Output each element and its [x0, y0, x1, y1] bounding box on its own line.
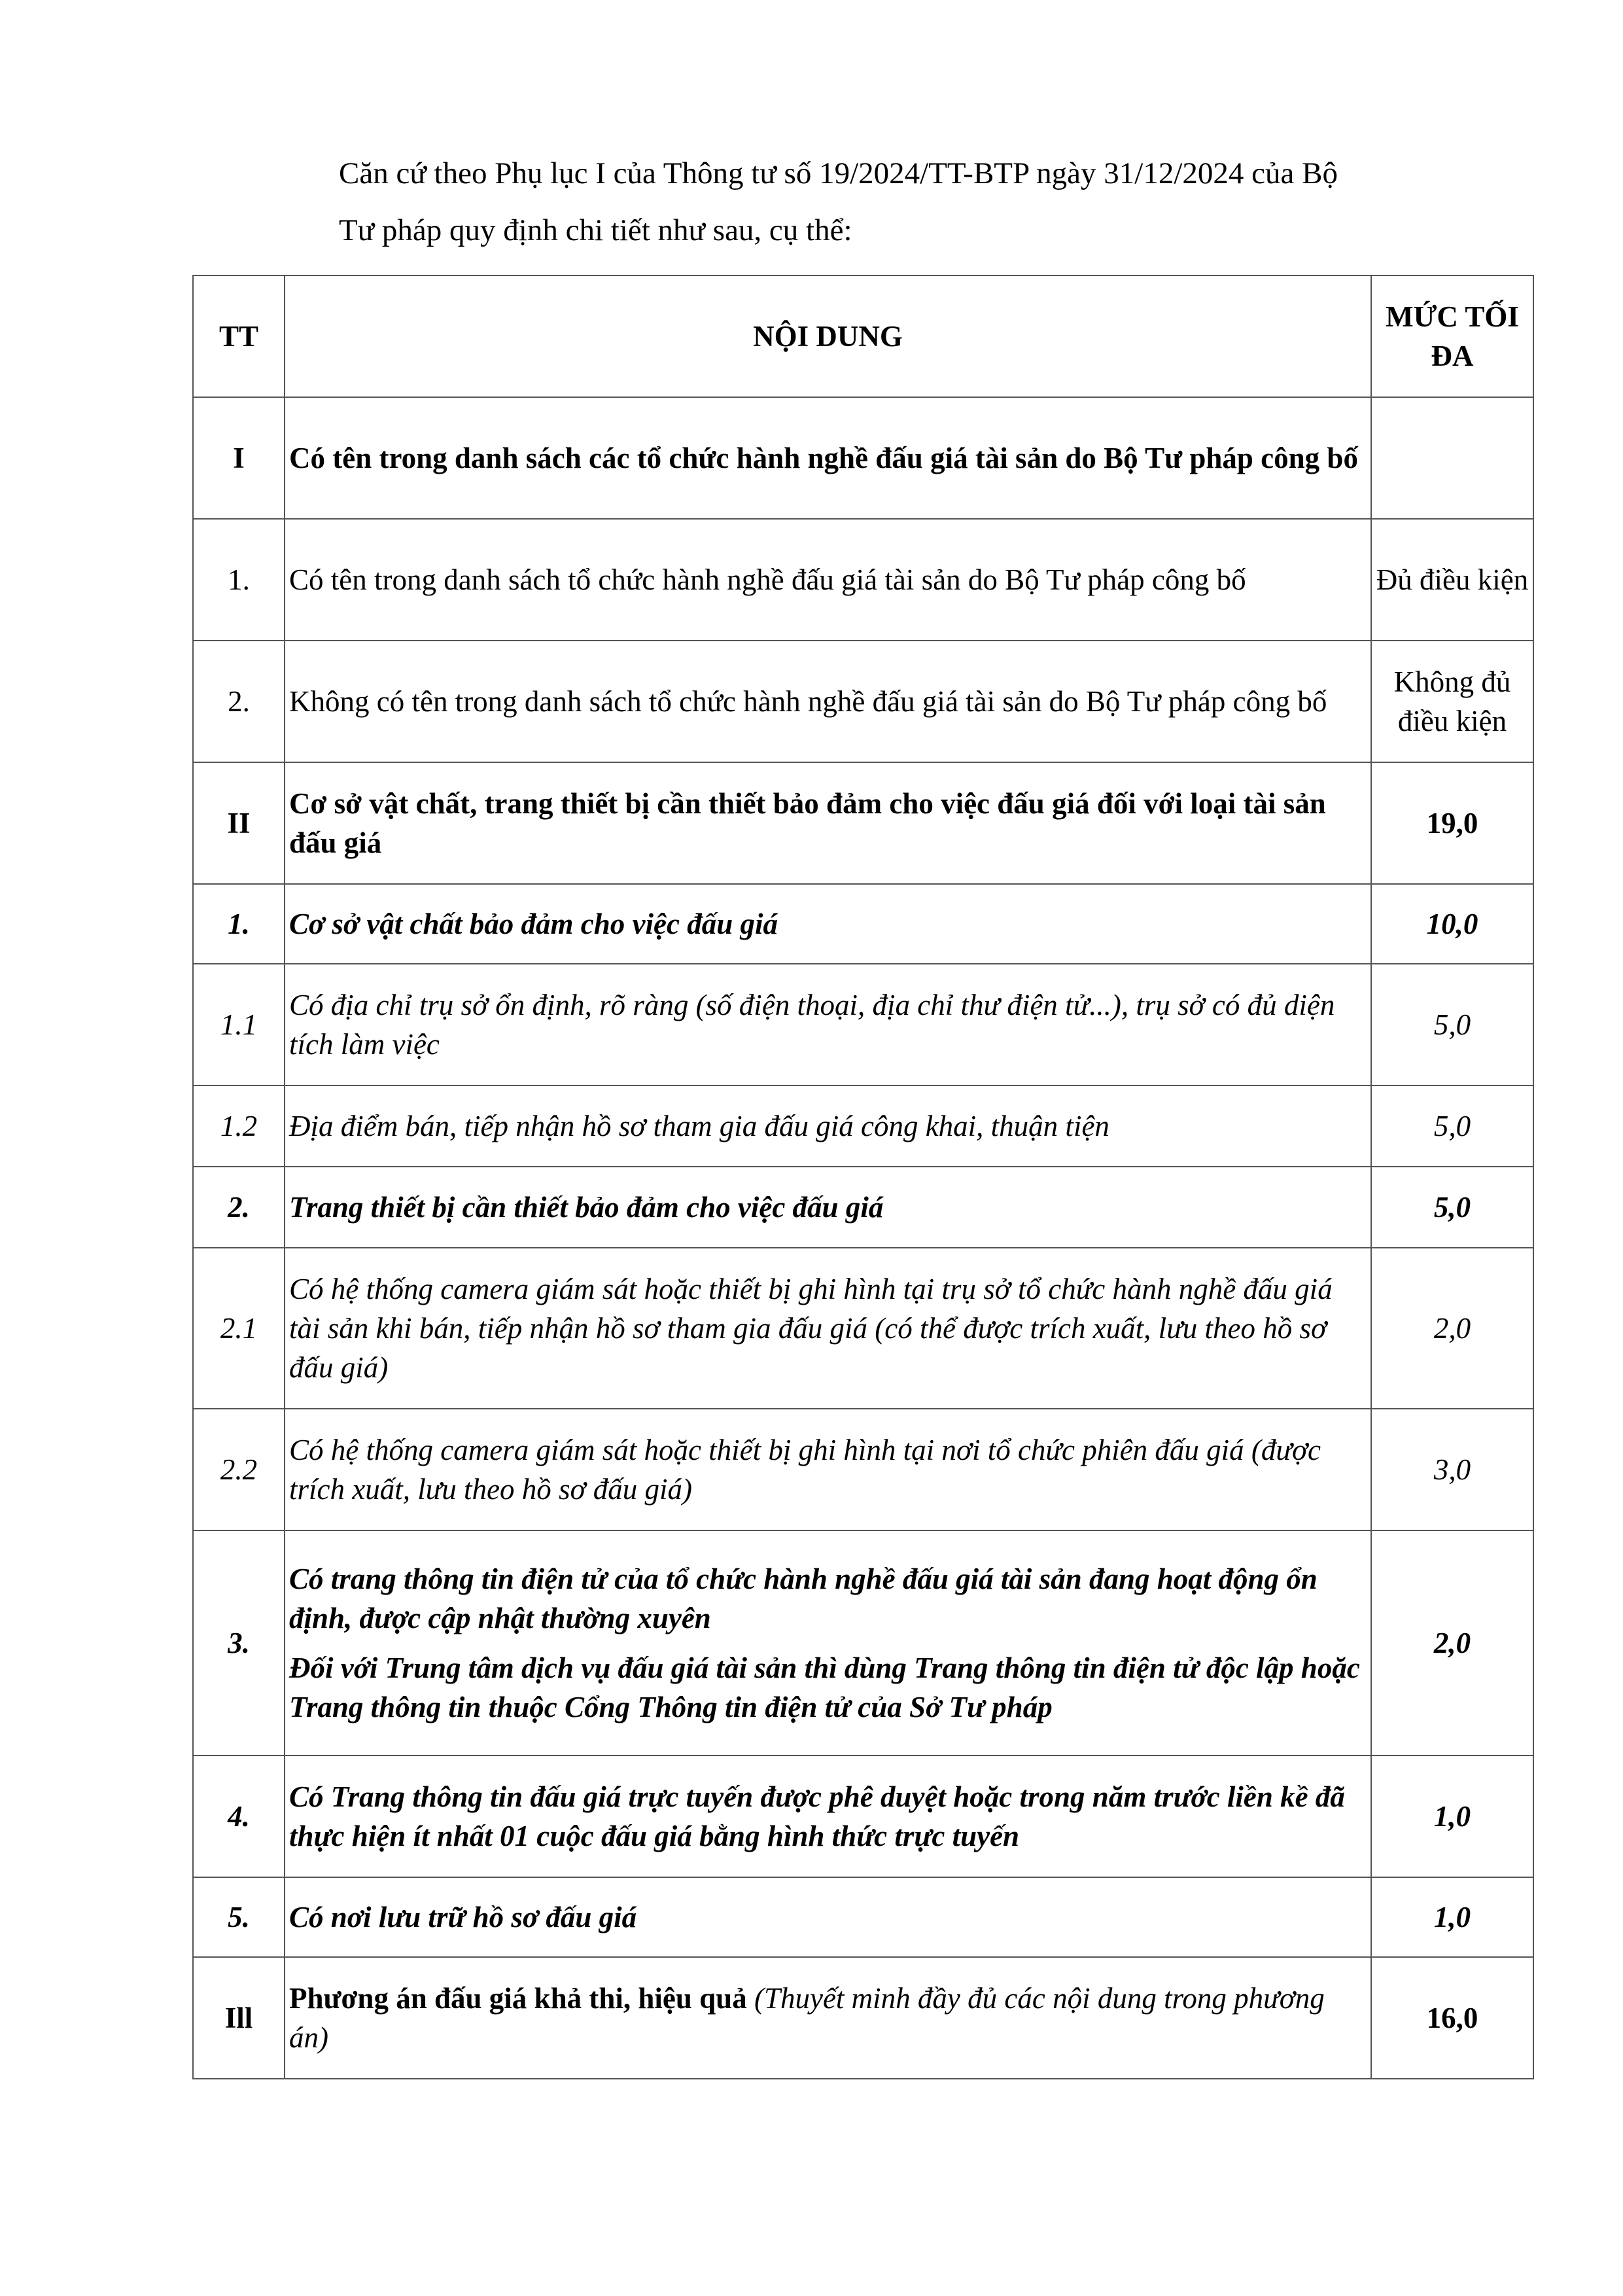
row-max: 5,0: [1371, 1167, 1533, 1248]
table-row: [193, 1877, 1533, 1957]
table-row: [193, 397, 1533, 519]
row-tt: Ill: [193, 1957, 285, 2079]
row-max: 3,0: [1371, 1409, 1533, 1530]
header-tt: TT: [193, 275, 285, 397]
row-max: 10,0: [1371, 884, 1533, 964]
table-row: [193, 519, 1533, 641]
table-row: [193, 1957, 1533, 2079]
row-content: Phương án đấu giá khả thi, hiệu quả: [289, 1982, 747, 2015]
table-row: [193, 1409, 1533, 1530]
row-max: 1,0: [1371, 1756, 1533, 1877]
table-header-row: [193, 275, 1533, 397]
row-max: 2,0: [1371, 1530, 1533, 1756]
table-row: [193, 762, 1533, 884]
row-max: Không đủ điều kiện: [1371, 641, 1533, 762]
row-tt: 2.: [193, 641, 285, 762]
table-row: [193, 1167, 1533, 1248]
row-content: Có trang thông tin điện tử của tổ chức hành nghề đấu giá tài sản đang hoạt động ổn định, được cập nhật thường xuyên: [289, 1563, 1318, 1634]
intro-paragraph: [339, 145, 1516, 259]
table-row: [193, 884, 1533, 964]
row-content: Có tên trong danh sách tổ chức hành nghề đấu giá tài sản do Bộ Tư pháp công bố: [285, 519, 1371, 641]
row-content-note: Đối với Trung tâm dịch vụ đấu giá tài sản thì dùng Trang thông tin điện tử độc lập hoặc Trang thông tin thuộc Cổng Thông tin điện tử của Sở Tư pháp: [289, 1651, 1360, 1723]
row-tt: 4.: [193, 1756, 285, 1877]
row-tt: I: [193, 397, 285, 519]
row-tt: 1.: [193, 519, 285, 641]
header-content: NỘI DUNG: [285, 275, 1371, 397]
row-max: 5,0: [1371, 964, 1533, 1086]
row-max: 19,0: [1371, 762, 1533, 884]
row-tt: 2.1: [193, 1248, 285, 1409]
header-max: MỨC TỐI ĐA: [1371, 275, 1533, 397]
criteria-table: [192, 275, 1534, 2079]
row-tt: 1.: [193, 884, 285, 964]
table-row: [193, 1756, 1533, 1877]
row-max: 16,0: [1371, 1957, 1533, 2079]
row-content-note: (Thuyết minh đầy đủ các nội dung trong phương án): [289, 1982, 1325, 2054]
table-row: [193, 641, 1533, 762]
row-max: Đủ điều kiện: [1371, 519, 1533, 641]
intro-line-1: Căn cứ theo Phụ lục I của Thông tư số 19/2024/TT-BTP ngày 31/12/2024 của Bộ: [339, 156, 1338, 190]
row-tt: 1.1: [193, 964, 285, 1086]
table-row: [193, 964, 1533, 1086]
row-content: Trang thiết bị cần thiết bảo đảm cho việc đấu giá: [285, 1167, 1371, 1248]
row-max: 2,0: [1371, 1248, 1533, 1409]
row-content-cell: [285, 1957, 1371, 2079]
table-row: [193, 1530, 1533, 1756]
row-tt: 3.: [193, 1530, 285, 1756]
row-content: Có tên trong danh sách các tổ chức hành nghề đấu giá tài sản do Bộ Tư pháp công bố: [285, 397, 1371, 519]
table-row: [193, 1248, 1533, 1409]
row-max: [1371, 397, 1533, 519]
row-max: 5,0: [1371, 1086, 1533, 1167]
row-content: Có địa chỉ trụ sở ổn định, rõ ràng (số điện thoại, địa chỉ thư điện tử...), trụ sở có đủ diện tích làm việc: [285, 964, 1371, 1086]
row-content-cell: [285, 1530, 1371, 1756]
row-content: Có hệ thống camera giám sát hoặc thiết bị ghi hình tại trụ sở tổ chức hành nghề đấu giá tài sản khi bán, tiếp nhận hồ sơ tham gia đấu giá (có thể được trích xuất, lưu theo hồ sơ đấu giá): [285, 1248, 1371, 1409]
row-tt: 1.2: [193, 1086, 285, 1167]
row-tt: 2.: [193, 1167, 285, 1248]
row-tt: 5.: [193, 1877, 285, 1957]
intro-line-2: Tư pháp quy định chi tiết như sau, cụ thể:: [339, 213, 852, 247]
row-max: 1,0: [1371, 1877, 1533, 1957]
row-content: Có Trang thông tin đấu giá trực tuyến được phê duyệt hoặc trong năm trước liền kề đã thực hiện ít nhất 01 cuộc đấu giá bằng hình thức trực tuyến: [285, 1756, 1371, 1877]
row-content: Cơ sở vật chất, trang thiết bị cần thiết bảo đảm cho việc đấu giá đối với loại tài sản đấu giá: [285, 762, 1371, 884]
row-tt: II: [193, 762, 285, 884]
table-row: [193, 1086, 1533, 1167]
row-content: Có nơi lưu trữ hồ sơ đấu giá: [285, 1877, 1371, 1957]
row-content: Địa điểm bán, tiếp nhận hồ sơ tham gia đấu giá công khai, thuận tiện: [285, 1086, 1371, 1167]
row-content: Có hệ thống camera giám sát hoặc thiết bị ghi hình tại nơi tổ chức phiên đấu giá (được trích xuất, lưu theo hồ sơ đấu giá): [285, 1409, 1371, 1530]
row-content: Cơ sở vật chất bảo đảm cho việc đấu giá: [285, 884, 1371, 964]
row-content: Không có tên trong danh sách tổ chức hành nghề đấu giá tài sản do Bộ Tư pháp công bố: [285, 641, 1371, 762]
row-tt: 2.2: [193, 1409, 285, 1530]
